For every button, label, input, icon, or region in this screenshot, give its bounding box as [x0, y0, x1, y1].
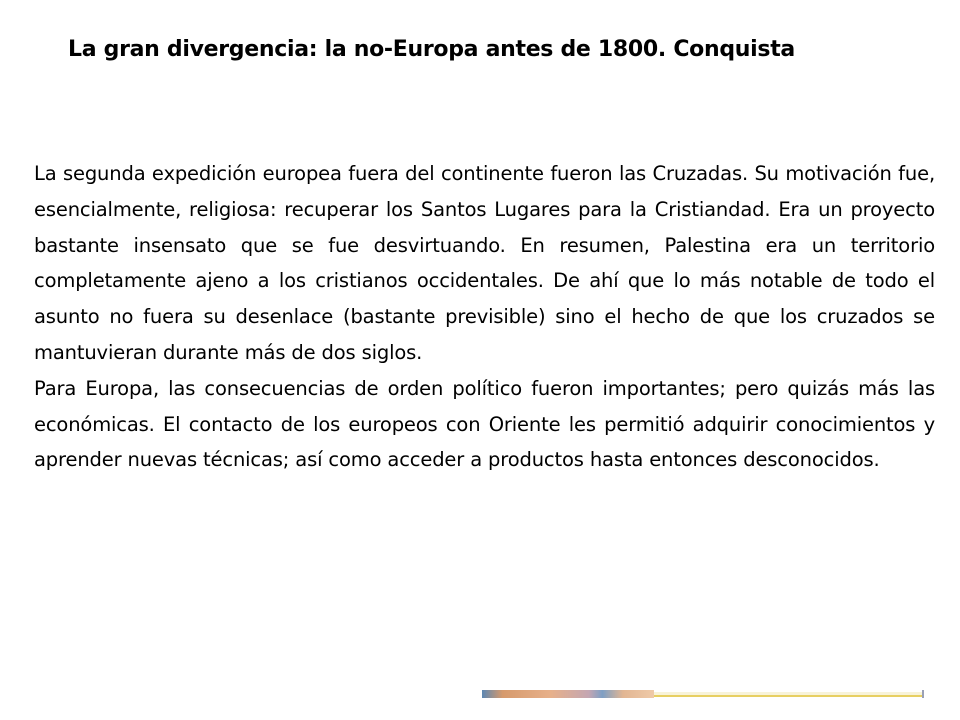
image-strip-edge [922, 690, 924, 698]
paragraph-cruzadas: La segunda expedición europea fuera del continente fueron las Cruzadas. Su motivación fue, esencialmente, religiosa: recuperar los Santos Lugares para la Cristiandad. Era un proyecto bastante insensato que se fue desvirtuando. En resumen, Palestina era un territorio completamente ajeno a los cristianos occidentales. De ahí que lo más notable de todo el asunto no fuera su desenlace (bastante previsible) sino el hecho de que los cruzados se mantuvieran durante más de dos siglos. [34, 162, 935, 364]
image-strip-left [482, 690, 654, 698]
slide-body [34, 156, 935, 478]
cropped-image-strip [482, 690, 924, 698]
paragraph-consecuencias: Para Europa, las consecuencias de orden político fueron importantes; pero quizás más las económicas. El contacto de los europeos con Oriente les permitió adquirir conocimientos y aprender nuevas técnicas; así como acceder a productos hasta entonces desconocidos. [34, 376, 935, 472]
image-strip-right [654, 692, 924, 697]
slide-title: La gran divergencia: la no-Europa antes de 1800. Conquista [68, 37, 795, 62]
